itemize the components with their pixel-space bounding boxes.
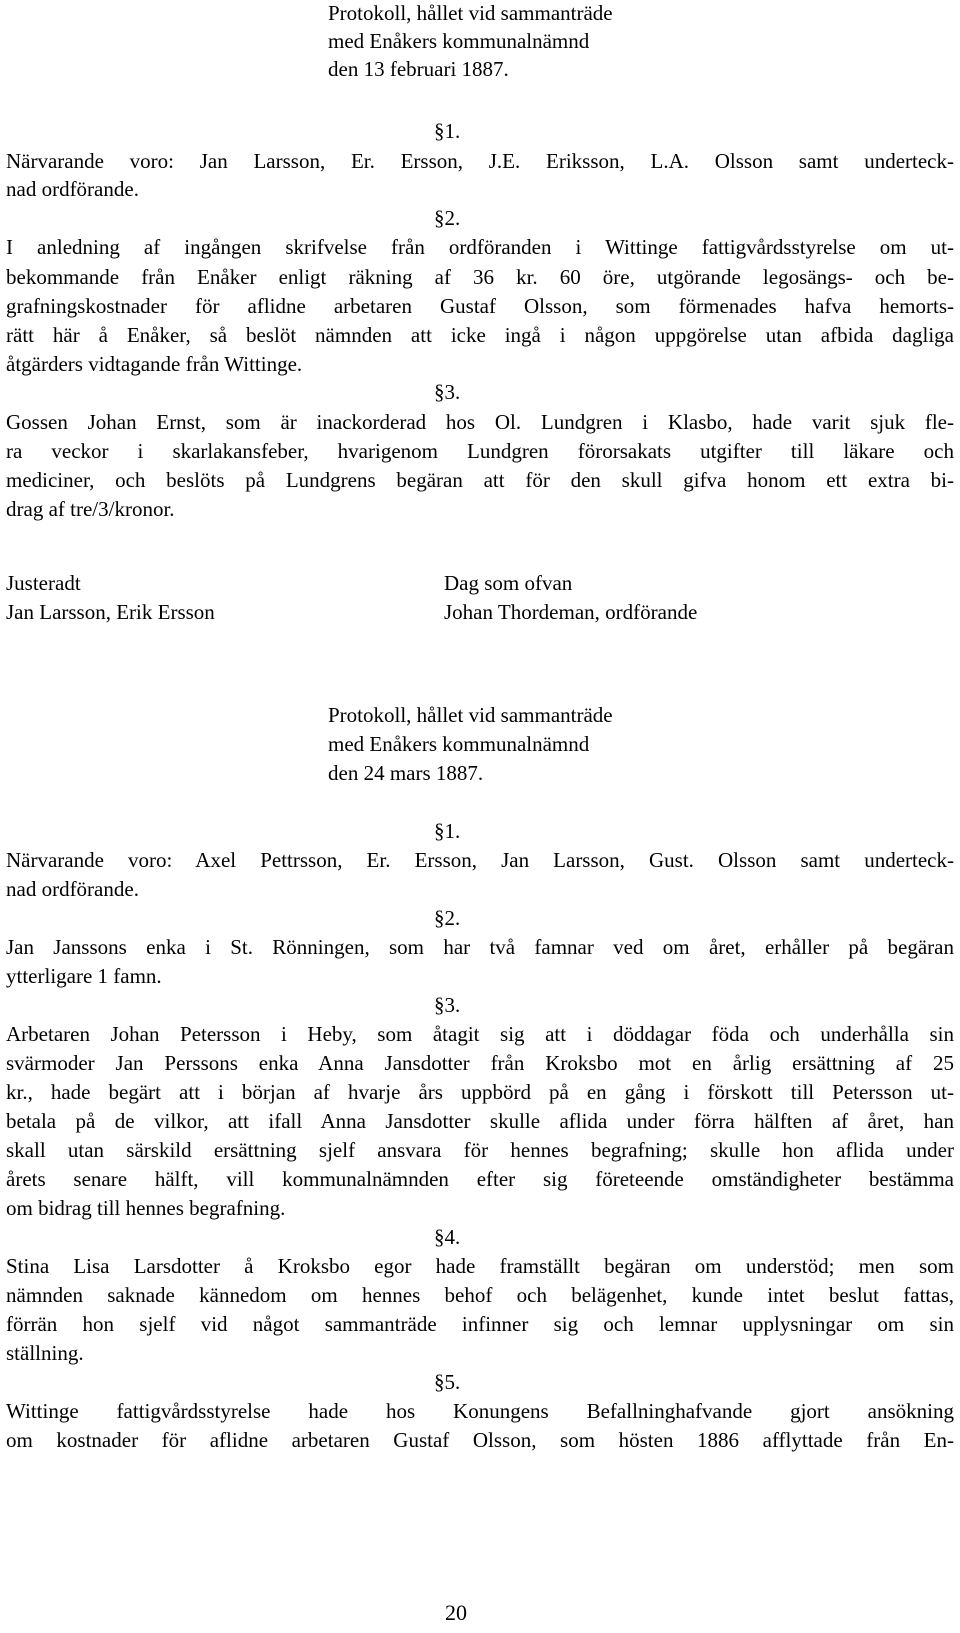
paragraph-line: betala på de vilkor, att ifall Anna Jansdotter skulle aflida under förra hälften af året, han [6,1109,954,1133]
paragraph-line: rätt här å Enåker, så beslöt nämnden att icke ingå i någon uppgörelse utan afbida dagliga [6,323,954,347]
paragraph-line: Arbetaren Johan Petersson i Heby, som åtagit sig att i döddagar föda och underhålla sin [6,1022,954,1046]
paragraph-line: skall utan särskild ersättning sjelf ansvara för hennes begrafning; skulle hon aflida under [6,1138,954,1162]
section-number: §2. [434,206,461,230]
paragraph-line: bekommande från Enåker enligt räkning af 36 kr. 60 öre, utgörande legosängs- och be- [6,265,954,289]
paragraph-line: Wittinge fattigvårdsstyrelse hade hos Konungens Befallninghafvande gjort ansökning [6,1399,954,1423]
signature-left: Justeradt [6,571,81,595]
section-number: §4. [434,1225,461,1249]
section-number: §2. [434,906,461,930]
section-number: §3. [434,380,461,404]
paragraph-line: nad ordförande. [6,877,139,901]
signature-left: Jan Larsson, Erik Ersson [6,600,215,624]
paragraph-line: drag af tre/3/kronor. [6,497,175,521]
paragraph-line: åtgärders vidtagande från Wittinge. [6,352,303,376]
paragraph-line: Stina Lisa Larsdotter å Kroksbo egor hade framställt begäran om understöd; men som [6,1254,954,1278]
paragraph-line: om kostnader för aflidne arbetaren Gustaf Olsson, som hösten 1886 afflyttade från En- [6,1428,954,1452]
paragraph-line: kr., hade begärt att i början af hvarje års uppbörd på en gång i förskott till Petersson ut- [6,1080,954,1104]
paragraph-line: Jan Janssons enka i St. Rönningen, som har två famnar ved om året, erhåller på begäran [6,935,954,959]
paragraph-line: ställning. [6,1341,84,1365]
paragraph-line: om bidrag till hennes begrafning. [6,1196,286,1220]
section-number: §1. [434,119,461,143]
paragraph-line: nämnden saknade kännedom om hennes behof och belägenhet, kunde intet beslut fattas, [6,1283,954,1307]
paragraph-line: ra veckor i skarlakansfeber, hvarigenom Lundgren förorsakats utgifter till läkare och [6,439,954,463]
section-number: §3. [434,993,461,1017]
paragraph-line: mediciner, och beslöts på Lundgrens begäran att för den skull gifva honom ett extra bi- [6,468,954,492]
page-number: 20 [445,1600,467,1625]
paragraph-line: grafningskostnader för aflidne arbetaren Gustaf Olsson, som förmenades hafva hemorts- [6,294,954,318]
paragraph-line: svärmoder Jan Perssons enka Anna Jansdotter från Kroksbo mot en årlig ersättning af 25 [6,1051,954,1075]
document-page [6,0,954,1633]
paragraph-line: årets senare hälft, vill kommunalnämnden efter sig företeende omständigheter bestämma [6,1167,954,1191]
meeting2-header-line: den 24 mars 1887. [328,761,484,785]
meeting1-header-line: den 13 februari 1887. [328,57,509,81]
meeting1-header-line: Protokoll, hållet vid sammanträde [328,1,613,25]
paragraph-line: förrän hon sjelf vid något sammanträde infinner sig och lemnar upplysningar om sin [6,1312,954,1336]
section-number: §5. [434,1370,461,1394]
section-number: §1. [434,819,461,843]
meeting2-header-line: Protokoll, hållet vid sammanträde [328,703,613,727]
signature-right: Johan Thordeman, ordförande [444,600,698,624]
meeting1-header-line: med Enåkers kommunalnämnd [328,29,590,53]
paragraph-line: Närvarande voro: Axel Pettrsson, Er. Ersson, Jan Larsson, Gust. Olsson samt underteck- [6,848,954,872]
paragraph-line: Gossen Johan Ernst, som är inackorderad hos Ol. Lundgren i Klasbo, hade varit sjuk fle- [6,410,954,434]
signature-right: Dag som ofvan [444,571,573,595]
paragraph-line: nad ordförande. [6,177,139,201]
paragraph-line: Närvarande voro: Jan Larsson, Er. Ersson, J.E. Eriksson, L.A. Olsson samt underteck- [6,149,954,173]
meeting2-header-line: med Enåkers kommunalnämnd [328,732,590,756]
paragraph-line: ytterligare 1 famn. [6,964,162,988]
paragraph-line: I anledning af ingången skrifvelse från ordföranden i Wittinge fattigvårdsstyrelse om ut- [6,235,954,259]
